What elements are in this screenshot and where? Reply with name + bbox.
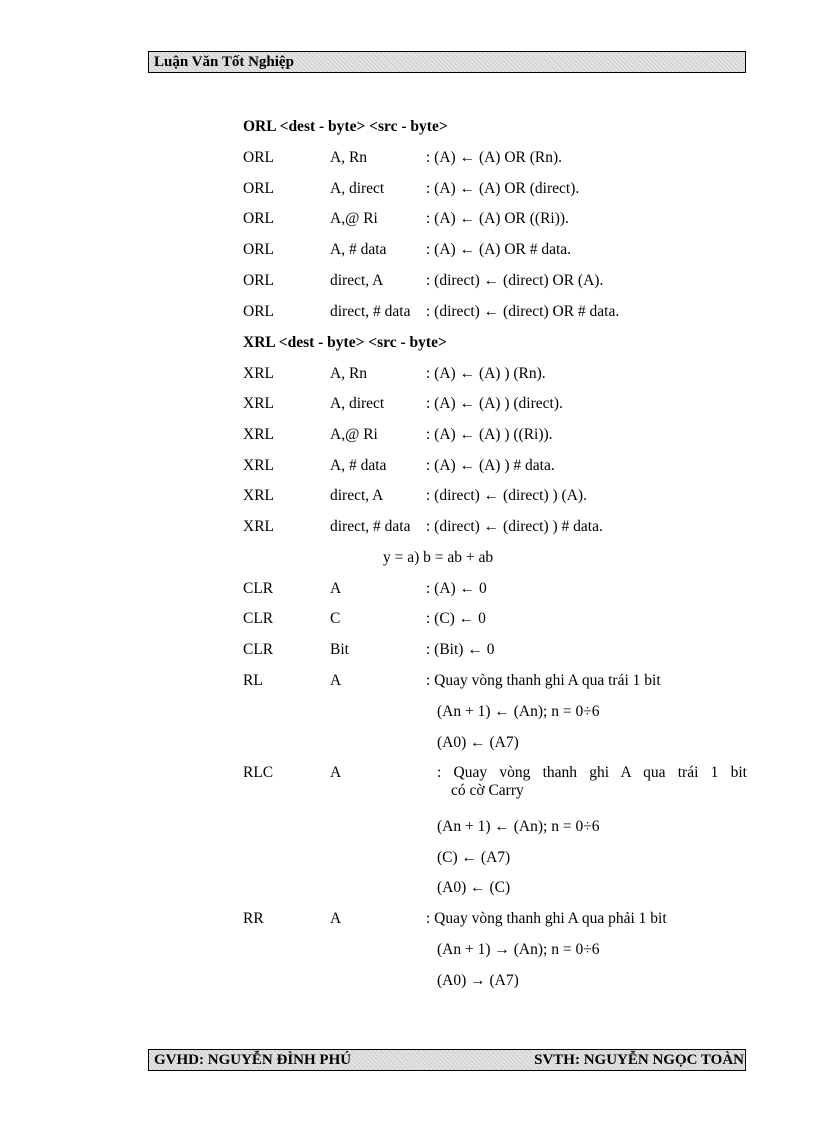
operands: direct, # data bbox=[330, 303, 411, 320]
operands: direct, A bbox=[330, 487, 384, 504]
operands: A, direct bbox=[330, 395, 385, 412]
operands: A, Rn bbox=[330, 149, 368, 166]
operation: : (A) ← (A) ) (Rn). bbox=[426, 365, 546, 382]
operation: (A0) → (A7) bbox=[437, 972, 519, 989]
rlc-description-line-1: : Quay vòng thanh ghi A qua trái 1 bit bbox=[437, 764, 747, 781]
mnemonic: ORL bbox=[243, 272, 274, 289]
orl-heading: ORL <dest - byte> <src - byte> bbox=[243, 118, 448, 135]
operation: (C) ← (A7) bbox=[437, 849, 511, 866]
operands: direct, # data bbox=[330, 518, 411, 535]
mnemonic: ORL bbox=[243, 303, 274, 320]
operation: (An + 1) → (An); n = 0÷6 bbox=[437, 941, 600, 958]
page-footer-bar bbox=[148, 1049, 746, 1071]
operation: : (A) ← (A) OR # data. bbox=[426, 241, 572, 258]
mnemonic: CLR bbox=[243, 610, 274, 627]
mnemonic: XRL bbox=[243, 426, 274, 443]
operands: A,@ Ri bbox=[330, 426, 378, 443]
header-title: Luận Văn Tốt Nghiệp bbox=[154, 54, 294, 70]
operation: : (A) ← (A) ) # data. bbox=[426, 457, 555, 474]
operands: A, Rn bbox=[330, 365, 368, 382]
mnemonic: ORL bbox=[243, 241, 274, 258]
mnemonic: ORL bbox=[243, 149, 274, 166]
operation: : (direct) ← (direct) ) # data. bbox=[426, 518, 603, 535]
mnemonic: RL bbox=[243, 672, 263, 689]
xor-formula: y = a) b = ab + ab bbox=[383, 549, 494, 566]
operation: : (Bit) ← 0 bbox=[426, 641, 495, 658]
operation: : (A) ← 0 bbox=[426, 580, 487, 597]
operation: : Quay vòng thanh ghi A qua phải 1 bit bbox=[426, 910, 667, 927]
mnemonic: ORL bbox=[243, 210, 274, 227]
operands: direct, A bbox=[330, 272, 384, 289]
mnemonic: CLR bbox=[243, 641, 274, 658]
rlc-description bbox=[437, 764, 747, 800]
mnemonic: XRL bbox=[243, 487, 274, 504]
mnemonic: CLR bbox=[243, 580, 274, 597]
operands: Bit bbox=[330, 641, 349, 658]
footer-advisor: GVHD: NGUYỄN ĐÌNH PHÚ bbox=[154, 1052, 352, 1068]
operation: : (A) ← (A) OR ((Ri)). bbox=[426, 210, 569, 227]
operands: C bbox=[330, 610, 341, 627]
operation: : (C) ← 0 bbox=[426, 610, 486, 627]
operation: (An + 1) ← (An); n = 0÷6 bbox=[437, 818, 600, 835]
operation: (A0) ← (C) bbox=[437, 879, 511, 896]
operation: : (A) ← (A) OR (Rn). bbox=[426, 149, 563, 166]
footer-student: SVTH: NGUYỄN NGỌC TOÀN bbox=[534, 1052, 744, 1068]
operands: A, direct bbox=[330, 180, 385, 197]
operation: : (A) ← (A) ) ((Ri)). bbox=[426, 426, 553, 443]
operands: A bbox=[330, 910, 342, 927]
operands: A, # data bbox=[330, 241, 387, 258]
rlc-description-line-2: có cờ Carry bbox=[451, 782, 524, 799]
page-header-bar bbox=[148, 51, 746, 73]
operands: A bbox=[330, 672, 342, 689]
operation: : (direct) ← (direct) OR # data. bbox=[426, 303, 620, 320]
mnemonic: XRL bbox=[243, 395, 274, 412]
operands: A bbox=[330, 580, 342, 597]
operation: : (A) ← (A) OR (direct). bbox=[426, 180, 580, 197]
operands: A,@ Ri bbox=[330, 210, 378, 227]
operation: : (A) ← (A) ) (direct). bbox=[426, 395, 563, 412]
operands: A, # data bbox=[330, 457, 387, 474]
mnemonic: XRL bbox=[243, 518, 274, 535]
mnemonic: RR bbox=[243, 910, 264, 927]
mnemonic: ORL bbox=[243, 180, 274, 197]
operation: (An + 1) ← (An); n = 0÷6 bbox=[437, 703, 600, 720]
mnemonic: XRL bbox=[243, 365, 274, 382]
operands: A bbox=[330, 764, 342, 781]
mnemonic: XRL bbox=[243, 457, 274, 474]
operation: (A0) ← (A7) bbox=[437, 734, 519, 751]
xrl-heading: XRL <dest - byte> <src - byte> bbox=[243, 334, 447, 351]
operation: : (direct) ← (direct) OR (A). bbox=[426, 272, 604, 289]
operation: : (direct) ← (direct) ) (A). bbox=[426, 487, 587, 504]
mnemonic: RLC bbox=[243, 764, 274, 781]
operation: : Quay vòng thanh ghi A qua trái 1 bit bbox=[426, 672, 661, 689]
